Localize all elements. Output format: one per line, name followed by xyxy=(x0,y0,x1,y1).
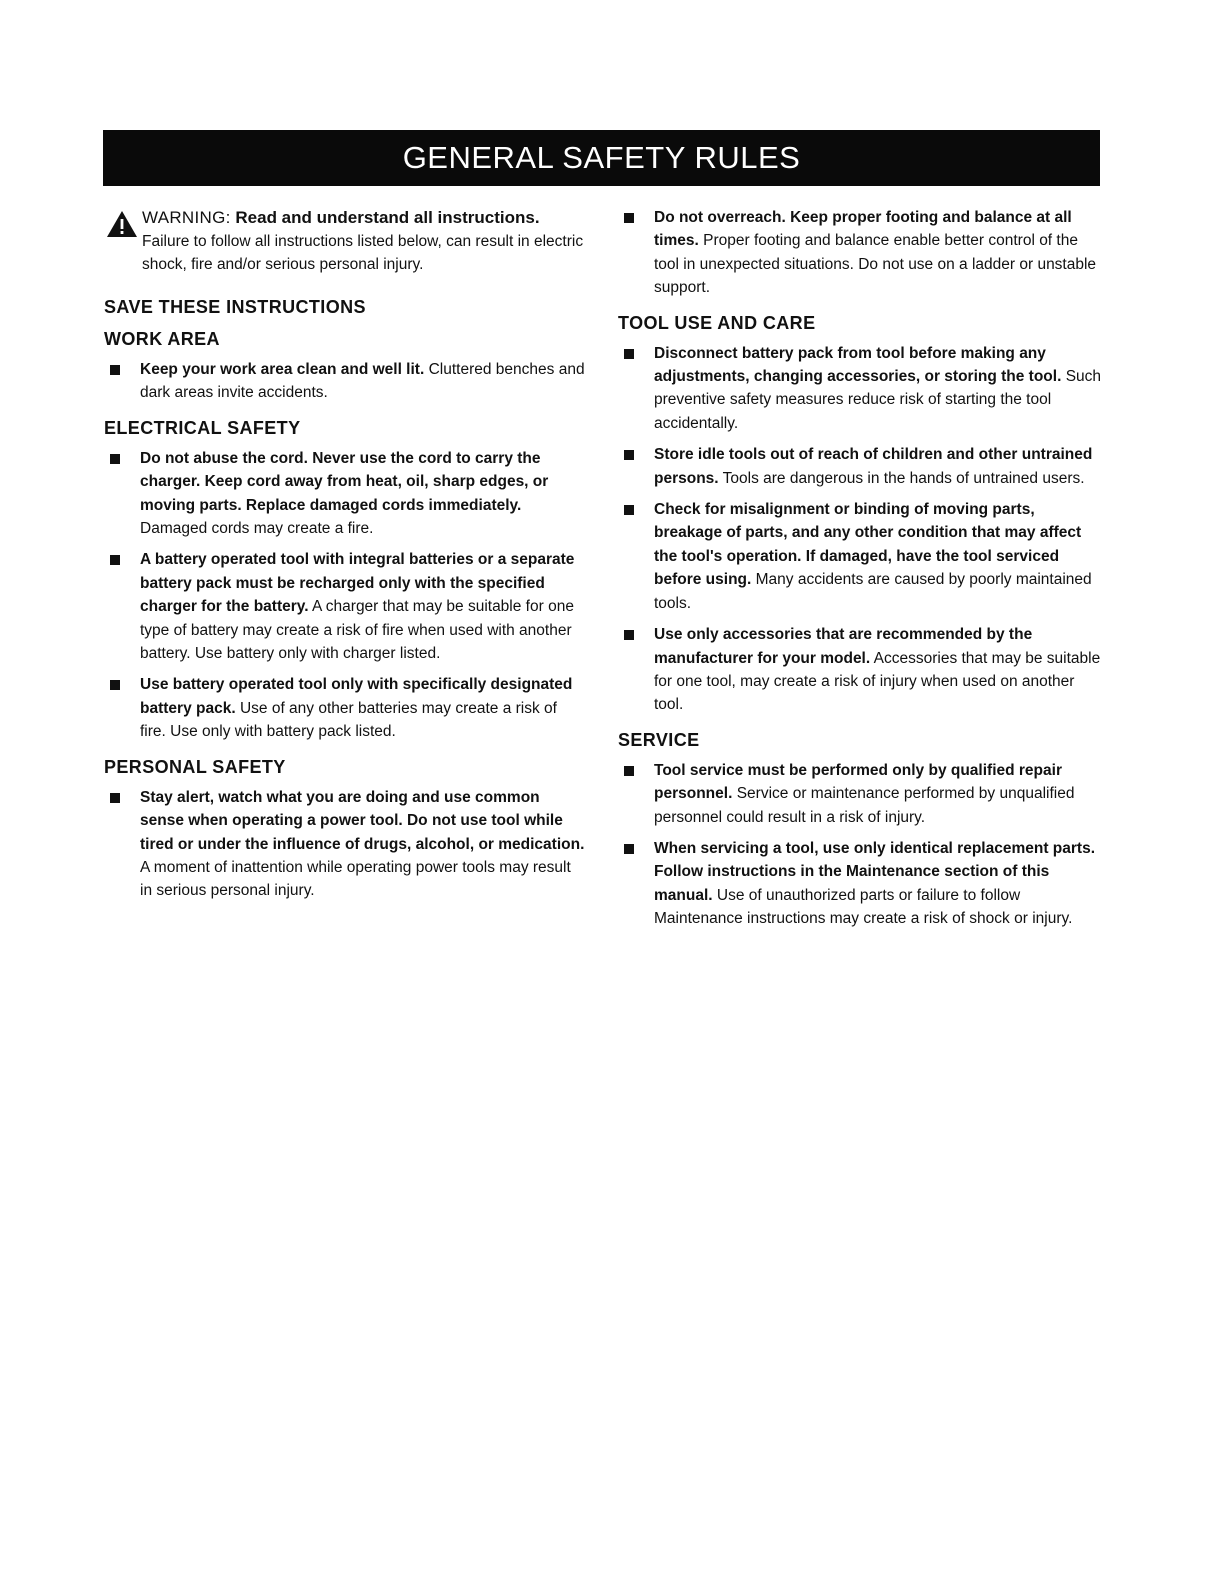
warning-label: WARNING: xyxy=(142,208,231,227)
right-top-list xyxy=(618,206,1104,300)
list-item: Do not overreach. Keep proper footing and balance at all times. Proper footing and balance enable better control of the tool in unexpected situations. Do not use on a ladder or unstable support. xyxy=(618,206,1104,300)
bullet-icon xyxy=(110,793,120,803)
list-item: Use only accessories that are recommended by the manufacturer for your model. Accessories that may be suitable for one tool, may create a risk of injury when used on another tool. xyxy=(618,623,1104,717)
bullet-icon xyxy=(624,844,634,854)
bullet-icon xyxy=(624,505,634,515)
personal-safety-heading: PERSONAL SAFETY xyxy=(104,756,286,777)
bullet-icon xyxy=(624,349,634,359)
left-column xyxy=(104,206,586,911)
work-area-heading: WORK AREA xyxy=(104,329,220,349)
save-instructions: SAVE THESE INSTRUCTIONS xyxy=(104,297,366,317)
list-item: Check for misalignment or binding of moving parts, breakage of parts, and any other condition that may affect the tool's operation. If damaged, have the tool serviced before using. Many accidents are caused by poorly maintained tools. xyxy=(618,498,1104,615)
electrical-safety-heading: ELECTRICAL SAFETY xyxy=(104,417,301,438)
bullet-icon xyxy=(624,213,634,223)
service-heading: SERVICE xyxy=(618,729,700,750)
right-column xyxy=(618,206,1104,939)
list-item: Keep your work area clean and well lit. Cluttered benches and dark areas invite accidents. xyxy=(104,358,586,405)
bullet-icon xyxy=(624,450,634,460)
warning-text: Failure to follow all instructions listed below, can result in electric shock, fire and/or serious personal injury. xyxy=(142,233,584,273)
personal-safety-list xyxy=(104,786,586,903)
list-item: When servicing a tool, use only identical replacement parts. Follow instructions in the Maintenance section of this manual. Use of unauthorized parts or failure to follow Maintenance instructions may create a risk of shock or injury. xyxy=(618,837,1104,931)
service-list xyxy=(618,759,1104,931)
bullet-icon xyxy=(624,630,634,640)
list-item: Do not abuse the cord. Never use the cord to carry the charger. Keep cord away from heat, oil, sharp edges, or moving parts. Replace damaged cords immediately. Damaged cords may create a fire. xyxy=(104,447,586,541)
bullet-icon xyxy=(110,454,120,464)
list-item: Disconnect battery pack from tool before making any adjustments, changing accessories, or storing the tool. Such preventive safety measures reduce risk of starting the tool accidentally. xyxy=(618,342,1104,436)
bullet-icon xyxy=(110,680,120,690)
work-area-list xyxy=(104,358,586,405)
list-item: A battery operated tool with integral batteries or a separate battery pack must be recharged only with the specified charger for the battery. A charger that may be suitable for one type of battery may create a risk of fire when used with another battery. Use battery only with charger listed. xyxy=(104,548,586,665)
list-item: Stay alert, watch what you are doing and use common sense when operating a power tool. Do not use tool while tired or under the influence of drugs, alcohol, or medication. A moment of inattention while operating power tools may result in serious personal injury. xyxy=(104,786,586,903)
tool-use-list xyxy=(618,342,1104,717)
page-title: GENERAL SAFETY RULES xyxy=(103,130,1100,186)
warning-block xyxy=(104,206,586,276)
tool-use-heading: TOOL USE AND CARE xyxy=(618,312,816,333)
electrical-safety-list xyxy=(104,447,586,744)
warning-bold: Read and understand all instructions. xyxy=(235,208,540,227)
bullet-icon xyxy=(624,766,634,776)
warning-triangle-icon xyxy=(106,210,138,238)
list-item: Use battery operated tool only with specifically designated battery pack. Use of any other batteries may create a risk of fire. Use only with battery pack listed. xyxy=(104,673,586,743)
bullet-icon xyxy=(110,555,120,565)
bullet-icon xyxy=(110,365,120,375)
list-item: Store idle tools out of reach of children and other untrained persons. Tools are dangerous in the hands of untrained users. xyxy=(618,443,1104,490)
list-item: Tool service must be performed only by qualified repair personnel. Service or maintenance performed by unqualified personnel could result in a risk of injury. xyxy=(618,759,1104,829)
